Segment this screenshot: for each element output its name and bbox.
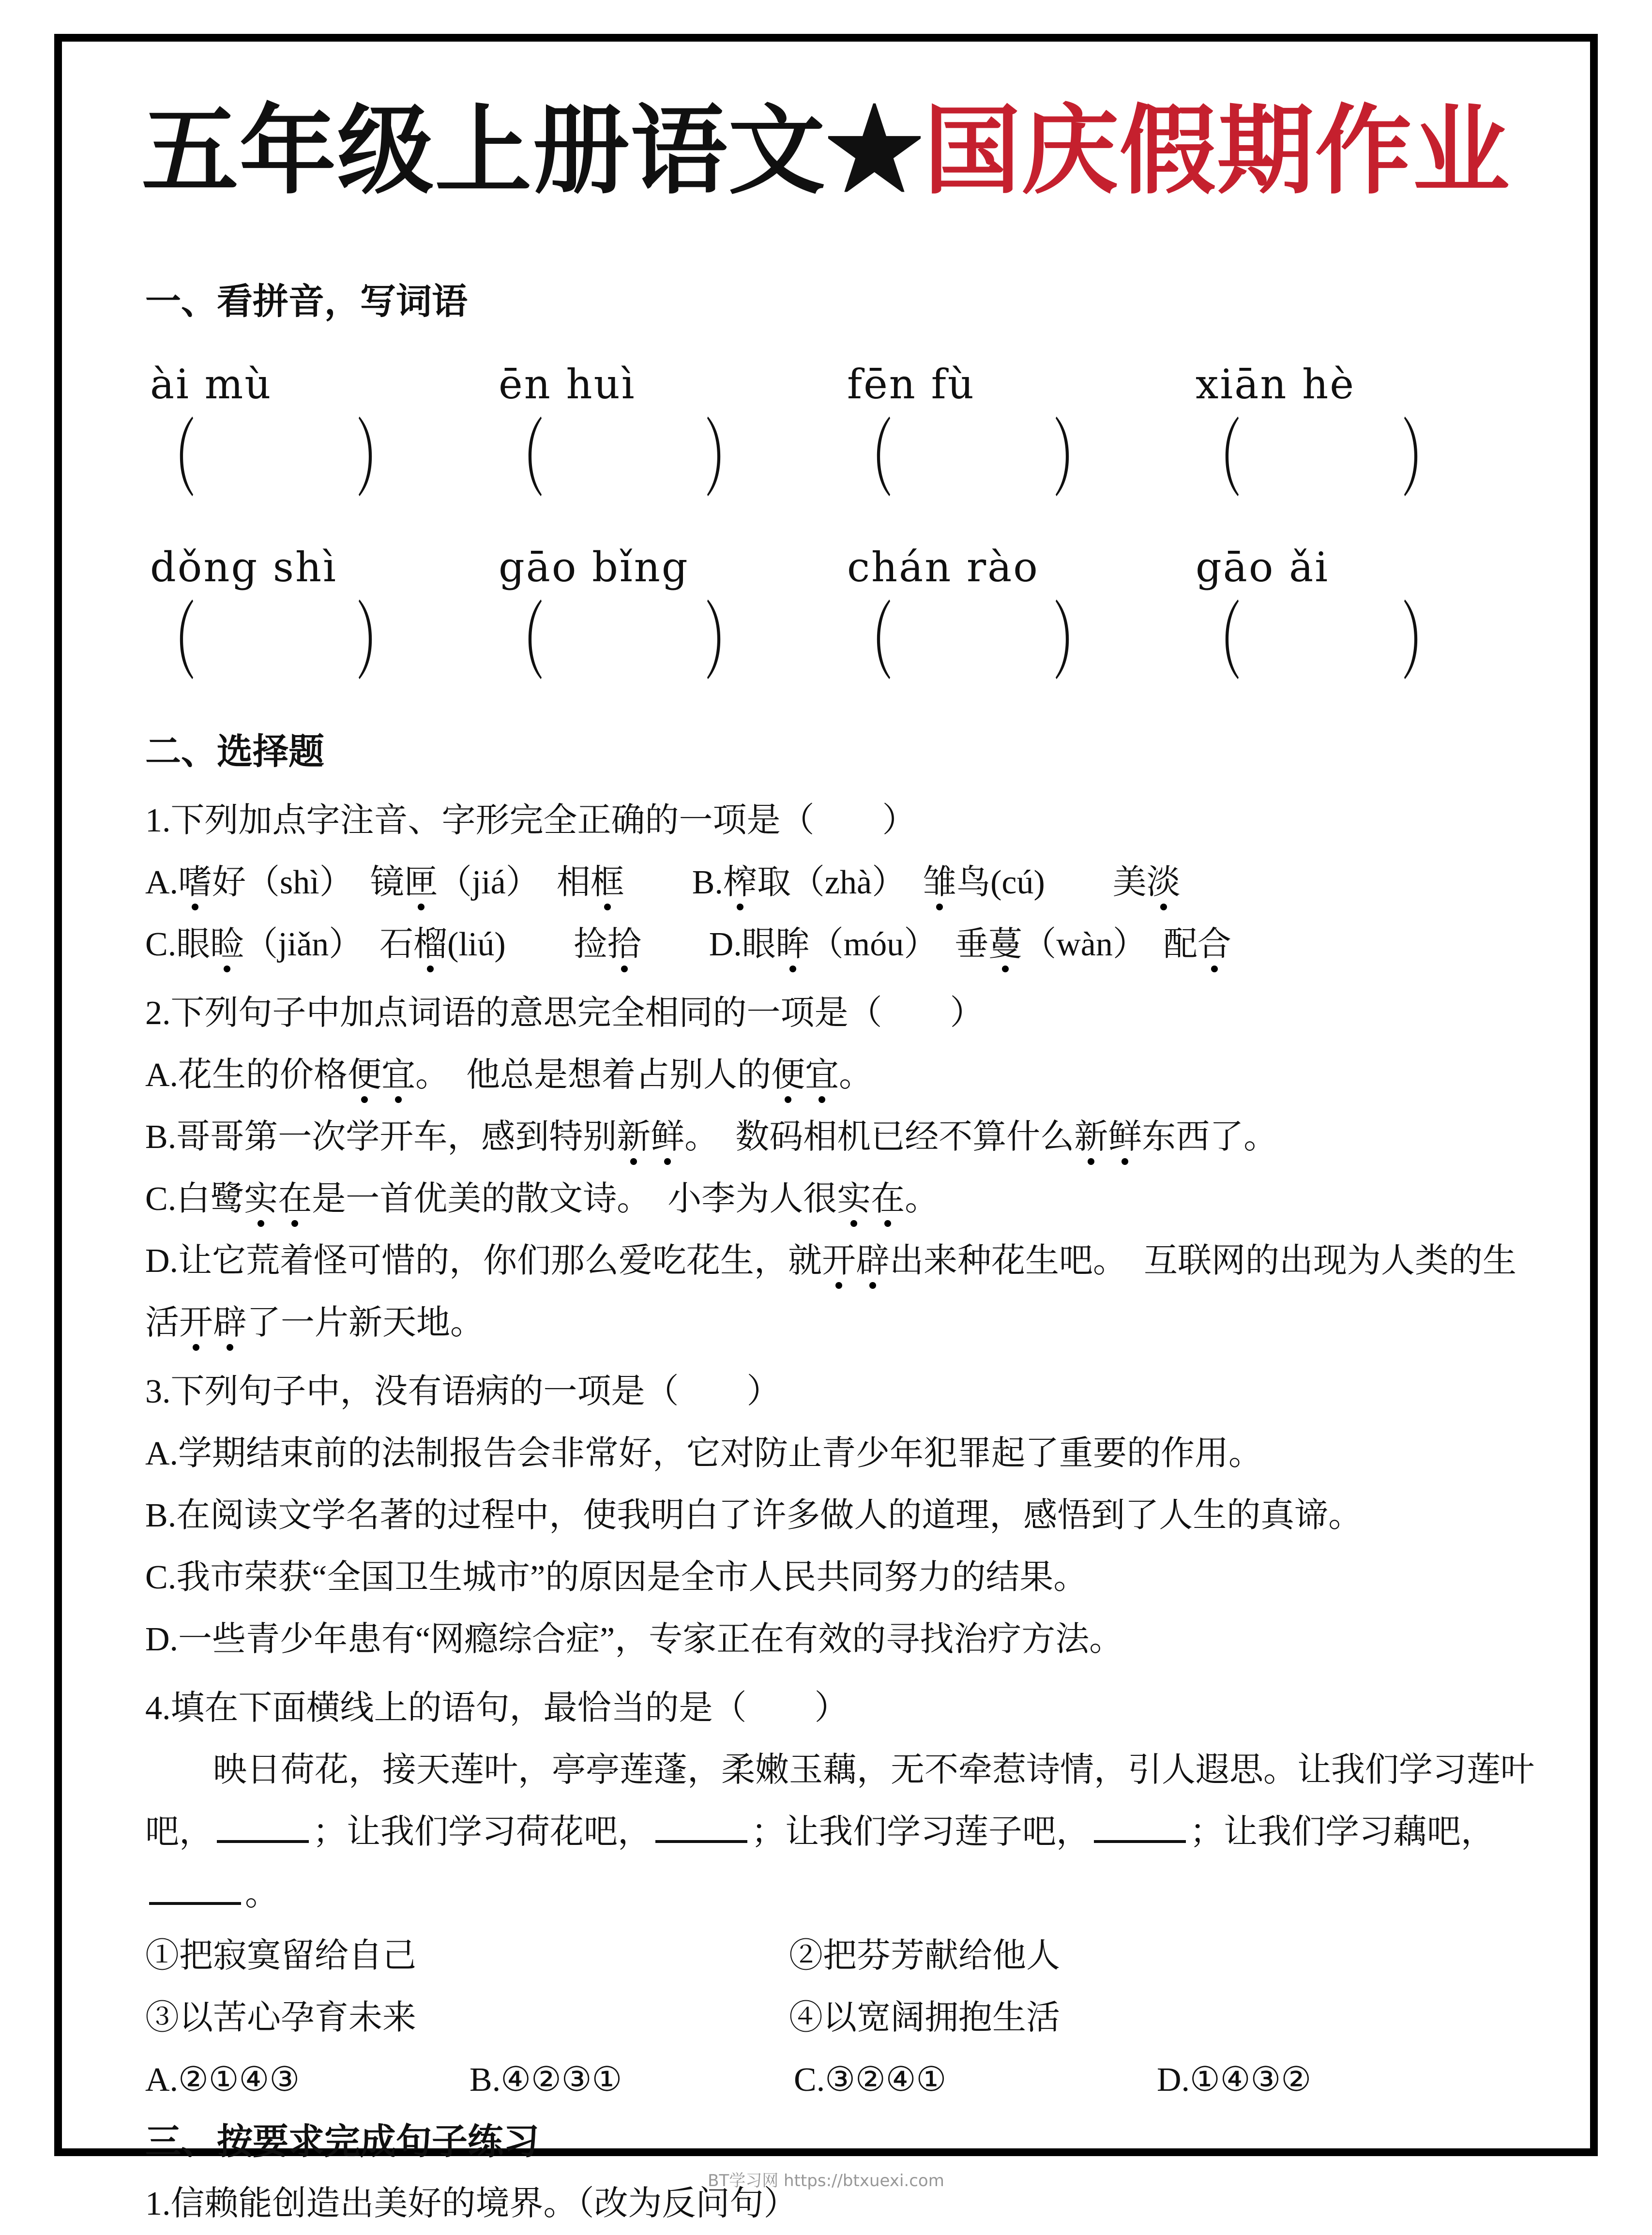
q2-option-c: C.白鹭实在是一首优美的散文诗。 小李为人很实在。: [145, 1168, 1539, 1230]
q4-answer-c: C.③②④①: [794, 2061, 947, 2099]
answer-paren-blank: [1191, 412, 1539, 522]
q1-options-cd: C.眼睑（jiǎn） 石榴(liú) 捡拾 D.眼眸（móu） 垂蔓（wàn） 配合: [145, 914, 1539, 976]
q3-option-a: A.学期结束前的法制报告会非常好，它对防止青少年犯罪起了重要的作用。: [145, 1435, 1263, 1472]
emphasized-char: 框: [591, 863, 624, 903]
q2-option-a: A.花生的价格便宜。 他总是想着占别人的便宜。: [145, 1044, 1539, 1106]
pinyin-item: gāo bǐng: [499, 544, 689, 591]
q4-answer-a: A.②①④③: [145, 2061, 300, 2099]
q1-stem: 1.下列加点字注音、字形完全正确的一项是（ ）: [145, 802, 916, 839]
pinyin-item: fēn fù: [847, 361, 975, 408]
q4-item-row-1: [145, 1925, 1539, 1987]
fill-in-blank: [217, 1813, 309, 1843]
answer-paren-blank: [494, 412, 842, 522]
close-paren: ）: [704, 412, 751, 508]
fill-in-blank: [655, 1813, 747, 1843]
emphasized-char: 雏: [923, 863, 956, 903]
emphasized-char: 在: [278, 1180, 312, 1219]
answer-paren-row-2: [145, 595, 1539, 705]
fill-in-blank: [149, 1875, 241, 1905]
close-paren: ）: [1053, 412, 1099, 508]
q4-paragraph: 映日荷花，接天莲叶，亭亭莲蓬，柔嫩玉藕，无不牵惹诗情，引人遐思。让我们学习莲叶吧， ；让我们学习荷花吧， ；让我们学习莲子吧， ；让我们学习藕吧，。: [145, 1752, 1534, 1913]
pinyin-row-2: [145, 538, 1539, 596]
emphasized-char: 辟: [856, 1242, 890, 1281]
footer-credit: BT学习网 https://btxuexi.com: [708, 2171, 944, 2190]
q4-item-4: ④以宽阔拥抱生活: [789, 1999, 1060, 2037]
q4-answer-d: D.①④③②: [1157, 2061, 1312, 2099]
emphasized-char: 睑: [210, 925, 244, 965]
emphasized-char: 淡: [1147, 863, 1181, 903]
open-paren: （: [847, 412, 894, 508]
pinyin-item: chán rào: [847, 544, 1039, 591]
worksheet-body: [145, 271, 1539, 2235]
pinyin-item: gāo ǎi: [1196, 544, 1330, 591]
open-paren: （: [1196, 595, 1242, 691]
emphasized-char: 辟: [213, 1304, 247, 1343]
close-paren: ）: [356, 595, 402, 691]
answer-paren-row-1: [145, 412, 1539, 522]
emphasized-char: 鲜: [1108, 1118, 1142, 1157]
open-paren: （: [499, 595, 545, 691]
pinyin-item: ēn huì: [499, 361, 636, 408]
page-title: [0, 92, 1652, 213]
emphasized-char: 鲜: [651, 1118, 684, 1157]
emphasized-char: 合: [1197, 925, 1231, 965]
section2-heading: 二、选择题: [145, 732, 324, 772]
q3-option-d: D.一些青少年患有“网瘾综合症”，专家正在有效的寻找治疗方法。: [145, 1621, 1123, 1658]
emphasized-char: 匣: [404, 863, 438, 903]
close-paren: ）: [356, 412, 402, 508]
section3-heading: 三、按要求完成句子练习: [145, 2122, 539, 2162]
close-paren: ）: [1401, 595, 1448, 691]
emphasized-char: 开: [179, 1304, 213, 1343]
emphasized-char: 便: [348, 1056, 381, 1095]
q4-answer-b: B.④②③①: [470, 2061, 622, 2099]
emphasized-char: 新: [617, 1118, 651, 1157]
emphasized-char: 拾: [607, 925, 641, 965]
pinyin-item: xiān hè: [1196, 361, 1355, 408]
pinyin-row-1: [145, 355, 1539, 413]
q4-item-row-2: [145, 1987, 1539, 2049]
emphasized-char: 新: [1074, 1118, 1108, 1157]
close-paren: ）: [1401, 412, 1448, 508]
section3-item-1: 1.信赖能创造出美好的境界。（改为反问句）: [145, 2185, 798, 2222]
q4-item-3: ③以苦心孕育未来: [145, 1999, 416, 2037]
answer-paren-blank: [145, 595, 494, 705]
emphasized-char: 榴: [413, 925, 447, 965]
section1-heading: 一、看拼音，写词语: [145, 282, 468, 322]
emphasized-char: 嗜: [178, 863, 212, 903]
close-paren: ）: [704, 595, 751, 691]
open-paren: （: [847, 595, 894, 691]
emphasized-char: 眸: [776, 925, 810, 965]
emphasized-char: 实: [837, 1180, 871, 1219]
open-paren: （: [499, 412, 545, 508]
emphasized-char: 榨: [723, 863, 757, 903]
answer-paren-blank: [842, 595, 1191, 705]
q4-answer-row: [145, 2049, 1539, 2111]
q4-item-1: ①把寂寞留给自己: [145, 1937, 416, 1975]
close-paren: ）: [1053, 595, 1099, 691]
answer-paren-blank: [494, 595, 842, 705]
title-black-part: 五年级上册语文★: [141, 99, 924, 206]
answer-paren-blank: [842, 412, 1191, 522]
emphasized-char: 宜: [805, 1056, 839, 1095]
answer-paren-blank: [145, 412, 494, 522]
emphasized-char: 蔓: [988, 925, 1022, 965]
pinyin-item: dǒng shì: [150, 544, 337, 591]
fill-in-blank: [1094, 1813, 1186, 1843]
emphasized-char: 宜: [381, 1056, 415, 1095]
title-red-part: 国庆假期作业: [924, 99, 1511, 206]
q3-option-b: B.在阅读文学名著的过程中，使我明白了许多做人的道理，感悟到了人生的真谛。: [145, 1497, 1363, 1534]
pinyin-item: ài mù: [150, 361, 273, 408]
q1-options-ab: A.嗜好（shì） 镜匣（jiá） 相框 B.榨取（zhà） 雏鸟(cú) 美淡: [145, 852, 1539, 914]
q2-stem: 2.下列句子中加点词语的意思完全相同的一项是（ ）: [145, 995, 984, 1032]
q4-item-2: ②把芬芳献给他人: [789, 1937, 1060, 1975]
open-paren: （: [150, 595, 197, 691]
q3-stem: 3.下列句子中，没有语病的一项是（ ）: [145, 1373, 781, 1410]
q2-option-d: D.让它荒着怪可惜的，你们那么爱吃花生，就开辟出来种花生吧。 互联网的出现为人类的生活开辟了一片新天地。: [145, 1230, 1539, 1354]
answer-paren-blank: [1191, 595, 1539, 705]
emphasized-char: 在: [871, 1180, 905, 1219]
open-paren: （: [1196, 412, 1242, 508]
emphasized-char: 开: [822, 1242, 856, 1281]
emphasized-char: 便: [771, 1056, 805, 1095]
emphasized-char: 实: [244, 1180, 278, 1219]
q4-stem: 4.填在下面横线上的语句，最恰当的是（ ）: [145, 1690, 849, 1727]
open-paren: （: [150, 412, 197, 508]
q3-option-c: C.我市荣获“全国卫生城市”的原因是全市人民共同努力的结果。: [145, 1559, 1088, 1596]
q2-option-b: B.哥哥第一次学开车，感到特别新鲜。 数码相机已经不算什么新鲜东西了。: [145, 1106, 1539, 1168]
